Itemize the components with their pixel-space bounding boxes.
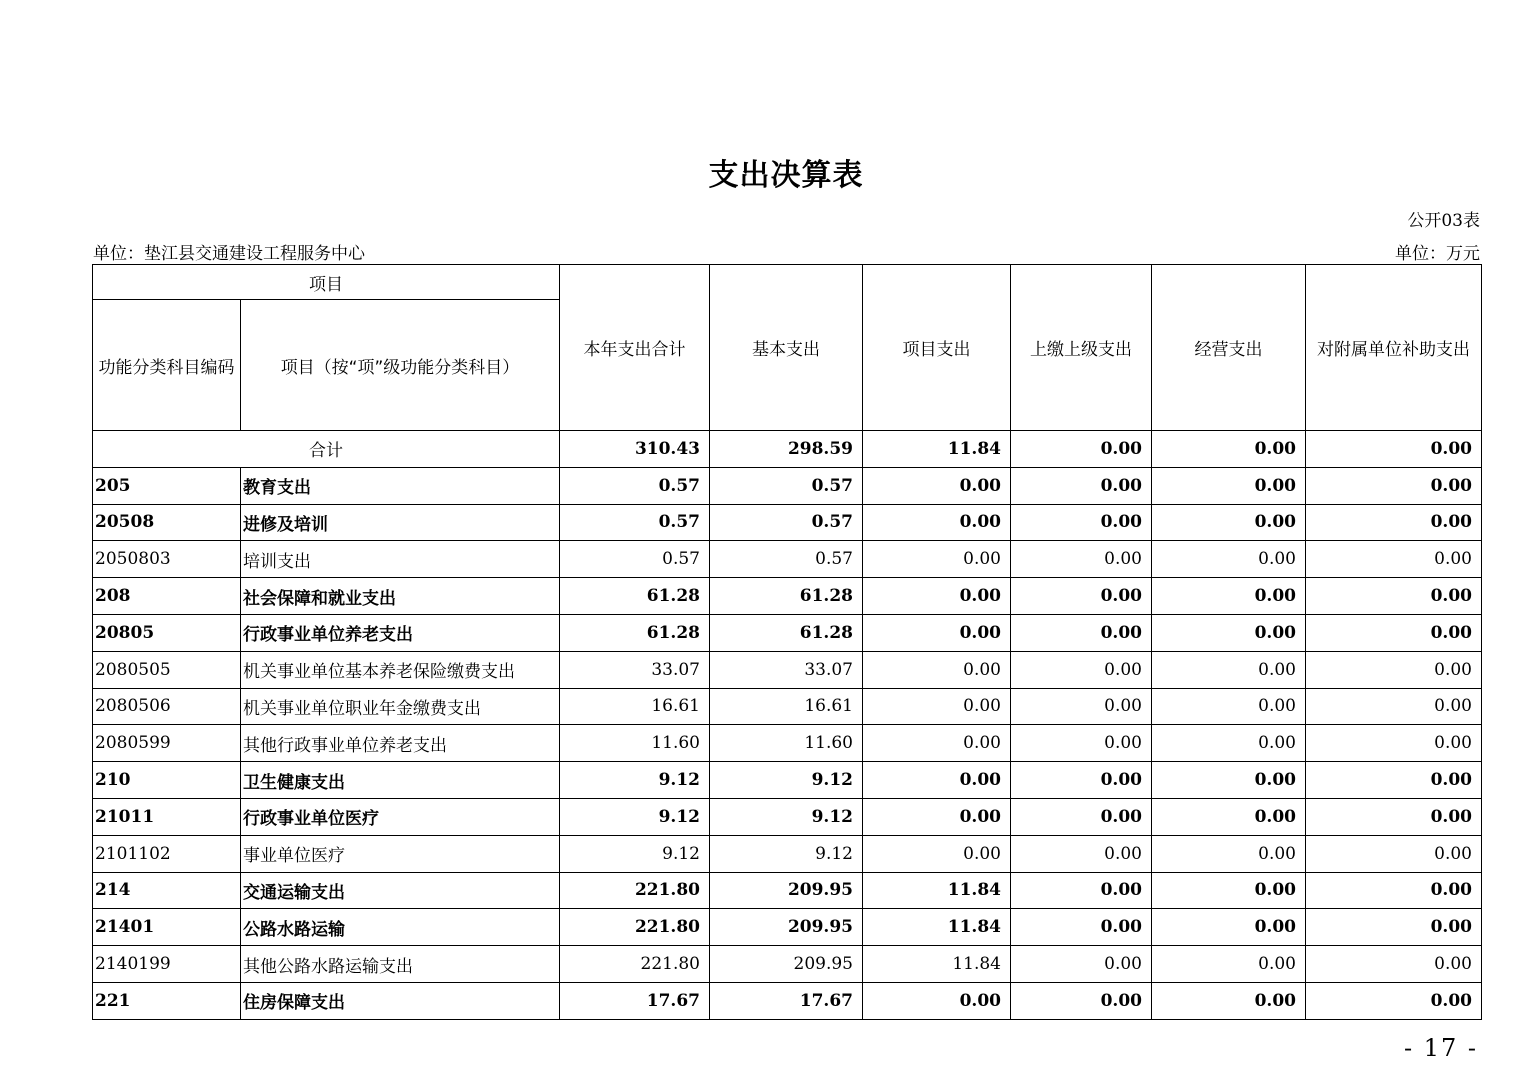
table-row xyxy=(93,946,1482,983)
row-value: 0.00 xyxy=(1306,614,1482,651)
row-value: 0.00 xyxy=(1152,909,1306,946)
row-code: 2140199 xyxy=(93,946,241,983)
row-value: 17.67 xyxy=(710,982,863,1019)
row-value: 0.00 xyxy=(1011,725,1152,762)
header-business: 经营支出 xyxy=(1152,265,1306,431)
total-label: 合计 xyxy=(93,431,560,468)
row-value: 0.00 xyxy=(863,798,1011,835)
row-value: 0.00 xyxy=(1011,651,1152,688)
row-name: 进修及培训 xyxy=(241,504,560,541)
row-value: 0.00 xyxy=(1011,541,1152,578)
row-value: 0.00 xyxy=(863,578,1011,615)
table-row xyxy=(93,872,1482,909)
row-code: 20805 xyxy=(93,614,241,651)
row-value: 0.00 xyxy=(1152,651,1306,688)
currency-unit: 单位：万元 xyxy=(1395,244,1480,264)
header-project-expenditure: 项目支出 xyxy=(863,265,1011,431)
row-value: 0.00 xyxy=(1152,578,1306,615)
header-upper-payment: 上缴上级支出 xyxy=(1011,265,1152,431)
table-row xyxy=(93,725,1482,762)
row-value: 33.07 xyxy=(560,651,710,688)
row-value: 0.57 xyxy=(560,541,710,578)
row-value: 0.00 xyxy=(1011,909,1152,946)
total-cell: 0.00 xyxy=(1011,431,1152,468)
row-code: 221 xyxy=(93,982,241,1019)
row-name: 住房保障支出 xyxy=(241,982,560,1019)
row-value: 0.00 xyxy=(1011,762,1152,799)
row-value: 16.61 xyxy=(560,688,710,725)
row-value: 11.84 xyxy=(863,872,1011,909)
row-code: 205 xyxy=(93,467,241,504)
row-value: 0.00 xyxy=(1011,504,1152,541)
row-value: 0.00 xyxy=(1152,688,1306,725)
table-row xyxy=(93,541,1482,578)
row-value: 0.00 xyxy=(1011,798,1152,835)
row-code: 21401 xyxy=(93,909,241,946)
row-value: 221.80 xyxy=(560,872,710,909)
row-value: 9.12 xyxy=(560,762,710,799)
row-value: 0.00 xyxy=(1152,946,1306,983)
row-value: 0.00 xyxy=(1306,725,1482,762)
row-value: 0.00 xyxy=(1152,798,1306,835)
row-value: 221.80 xyxy=(560,909,710,946)
row-value: 209.95 xyxy=(710,946,863,983)
header-name: 项目（按“项”级功能分类科目） xyxy=(241,300,560,431)
row-value: 0.00 xyxy=(1306,467,1482,504)
row-code: 2050803 xyxy=(93,541,241,578)
row-value: 9.12 xyxy=(710,798,863,835)
total-cell: 0.00 xyxy=(1152,431,1306,468)
total-cell: 0.00 xyxy=(1306,431,1482,468)
row-name: 交通运输支出 xyxy=(241,872,560,909)
row-value: 9.12 xyxy=(710,835,863,872)
row-value: 0.00 xyxy=(863,688,1011,725)
row-value: 0.00 xyxy=(1306,872,1482,909)
row-code: 21011 xyxy=(93,798,241,835)
row-value: 209.95 xyxy=(710,909,863,946)
table-row xyxy=(93,467,1482,504)
row-value: 9.12 xyxy=(710,762,863,799)
row-value: 0.00 xyxy=(1152,982,1306,1019)
row-name: 机关事业单位基本养老保险缴费支出 xyxy=(241,651,560,688)
row-value: 0.00 xyxy=(1306,982,1482,1019)
row-name: 行政事业单位医疗 xyxy=(241,798,560,835)
table-row xyxy=(93,798,1482,835)
table-row xyxy=(93,909,1482,946)
row-code: 20508 xyxy=(93,504,241,541)
row-value: 0.00 xyxy=(1152,504,1306,541)
row-value: 0.00 xyxy=(1011,688,1152,725)
row-value: 11.60 xyxy=(560,725,710,762)
header-total: 本年支出合计 xyxy=(560,265,710,431)
row-value: 0.00 xyxy=(863,651,1011,688)
row-code: 210 xyxy=(93,762,241,799)
row-name: 卫生健康支出 xyxy=(241,762,560,799)
row-code: 2080506 xyxy=(93,688,241,725)
total-row xyxy=(93,431,1482,468)
row-name: 社会保障和就业支出 xyxy=(241,578,560,615)
row-value: 9.12 xyxy=(560,835,710,872)
row-value: 61.28 xyxy=(710,578,863,615)
row-name: 培训支出 xyxy=(241,541,560,578)
row-name: 其他公路水路运输支出 xyxy=(241,946,560,983)
row-code: 2080505 xyxy=(93,651,241,688)
row-value: 0.00 xyxy=(1306,946,1482,983)
row-value: 0.00 xyxy=(1306,688,1482,725)
row-value: 17.67 xyxy=(560,982,710,1019)
row-value: 33.07 xyxy=(710,651,863,688)
row-value: 0.00 xyxy=(1011,835,1152,872)
row-value: 0.00 xyxy=(1306,651,1482,688)
table-row xyxy=(93,835,1482,872)
row-value: 0.00 xyxy=(863,982,1011,1019)
total-cell: 298.59 xyxy=(710,431,863,468)
row-value: 0.00 xyxy=(1011,946,1152,983)
row-value: 9.12 xyxy=(560,798,710,835)
row-value: 0.00 xyxy=(863,504,1011,541)
row-value: 0.57 xyxy=(560,504,710,541)
row-value: 0.00 xyxy=(863,614,1011,651)
row-name: 公路水路运输 xyxy=(241,909,560,946)
row-value: 0.00 xyxy=(863,725,1011,762)
row-value: 61.28 xyxy=(560,614,710,651)
row-value: 0.00 xyxy=(1152,467,1306,504)
row-value: 0.00 xyxy=(863,835,1011,872)
row-name: 其他行政事业单位养老支出 xyxy=(241,725,560,762)
row-value: 0.00 xyxy=(1306,578,1482,615)
row-value: 0.57 xyxy=(710,467,863,504)
header-basic: 基本支出 xyxy=(710,265,863,431)
row-code: 208 xyxy=(93,578,241,615)
row-value: 0.00 xyxy=(1306,541,1482,578)
row-value: 61.28 xyxy=(560,578,710,615)
total-cell: 310.43 xyxy=(560,431,710,468)
header-project: 项目 xyxy=(93,265,560,300)
row-value: 0.00 xyxy=(1152,614,1306,651)
row-value: 11.60 xyxy=(710,725,863,762)
row-value: 0.00 xyxy=(1306,798,1482,835)
row-value: 0.00 xyxy=(1152,872,1306,909)
row-value: 0.00 xyxy=(1011,982,1152,1019)
row-value: 0.00 xyxy=(1306,835,1482,872)
row-value: 0.00 xyxy=(1011,578,1152,615)
row-value: 0.00 xyxy=(863,541,1011,578)
row-code: 214 xyxy=(93,872,241,909)
row-value: 0.00 xyxy=(1011,872,1152,909)
table-row xyxy=(93,982,1482,1019)
header-subsidy: 对附属单位补助支出 xyxy=(1306,265,1482,431)
row-value: 11.84 xyxy=(863,946,1011,983)
row-value: 0.00 xyxy=(1152,835,1306,872)
row-value: 0.00 xyxy=(863,762,1011,799)
row-value: 0.00 xyxy=(1152,725,1306,762)
page-number: - 17 - xyxy=(1403,1034,1478,1062)
table-row xyxy=(93,651,1482,688)
row-value: 221.80 xyxy=(560,946,710,983)
row-name: 机关事业单位职业年金缴费支出 xyxy=(241,688,560,725)
table-row xyxy=(93,504,1482,541)
row-value: 0.00 xyxy=(1152,762,1306,799)
row-value: 0.00 xyxy=(1011,467,1152,504)
row-value: 61.28 xyxy=(710,614,863,651)
table-number: 公开03表 xyxy=(1407,211,1480,231)
row-code: 2080599 xyxy=(93,725,241,762)
row-value: 0.57 xyxy=(710,541,863,578)
page-title: 支出决算表 xyxy=(708,158,864,193)
row-value: 209.95 xyxy=(710,872,863,909)
total-cell: 11.84 xyxy=(863,431,1011,468)
organization-unit: 单位：垫江县交通建设工程服务中心 xyxy=(93,244,365,264)
row-value: 0.00 xyxy=(1011,614,1152,651)
row-value: 0.57 xyxy=(710,504,863,541)
row-value: 0.57 xyxy=(560,467,710,504)
row-name: 行政事业单位养老支出 xyxy=(241,614,560,651)
row-name: 教育支出 xyxy=(241,467,560,504)
table-row xyxy=(93,688,1482,725)
row-value: 0.00 xyxy=(1306,762,1482,799)
row-value: 0.00 xyxy=(863,467,1011,504)
row-value: 0.00 xyxy=(1306,504,1482,541)
table-row xyxy=(93,614,1482,651)
row-value: 0.00 xyxy=(1306,909,1482,946)
expenditure-table xyxy=(92,264,1482,1020)
row-name: 事业单位医疗 xyxy=(241,835,560,872)
table-row xyxy=(93,578,1482,615)
table-row xyxy=(93,762,1482,799)
row-value: 11.84 xyxy=(863,909,1011,946)
row-value: 0.00 xyxy=(1152,541,1306,578)
table-body xyxy=(93,431,1482,1020)
row-code: 2101102 xyxy=(93,835,241,872)
row-value: 16.61 xyxy=(710,688,863,725)
header-code: 功能分类科目编码 xyxy=(93,300,241,431)
